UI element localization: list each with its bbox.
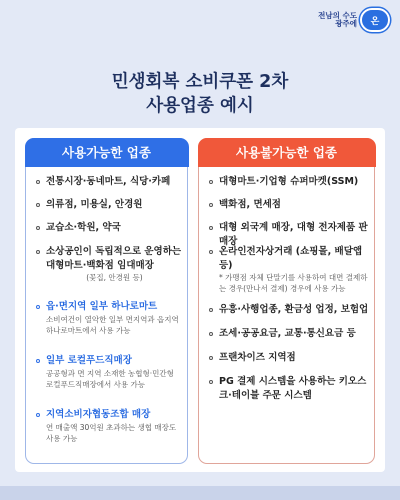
allowed-header: 사용가능한 업종 (25, 138, 189, 167)
forbidden-item: PG 결제 시스템을 사용하는 키오스크·테이블 주문 시스템 (209, 375, 370, 402)
forbidden-column (198, 138, 375, 464)
logo-badge: 온 (360, 8, 390, 32)
allowed-item: 전통시장·동네마트, 식당·카페 (36, 175, 183, 189)
allowed-item: 교습소·학원, 약국 (36, 221, 183, 235)
page-title (0, 70, 400, 118)
title-line-2: 사용업종 예시 (146, 96, 254, 116)
forbidden-header: 사용불가능한 업종 (198, 138, 376, 167)
brand-logo (318, 8, 390, 32)
allowed-item: 소상공인이 독립적으로 운영하는 대형마트·백화점 임대매장 (꽃집, 안경원 등) (36, 245, 183, 283)
content-card (15, 128, 385, 472)
forbidden-item: 대형 외국계 매장, 대형 전자제품 판매장 (209, 221, 370, 248)
allowed-column (25, 138, 188, 464)
footer-band (0, 486, 400, 500)
title-line-1: 민생회복 소비쿠폰 2차 (111, 72, 289, 92)
forbidden-item: 조세·공공요금, 교통·통신요금 등 (209, 327, 370, 341)
forbidden-item: 유흥·사행업종, 환금성 업정, 보험업 (209, 303, 370, 317)
logo-line-2: 광주에 (335, 19, 357, 28)
allowed-item: 일부 로컬푸드직매장 공공형과 면 지역 소재한 농협형·민간형 로컬푸드직매장에서 사용 가능 (36, 354, 183, 390)
allowed-item: 의류점, 미용실, 안경원 (36, 198, 183, 212)
logo-text (318, 12, 357, 29)
allowed-item: 지역소비자협동조합 매장 연 매출액 30억원 초과하는 생협 매장도 사용 가능 (36, 408, 183, 444)
forbidden-item: 프랜차이즈 지역점 (209, 351, 370, 365)
forbidden-item: 대형마트·기업형 슈퍼마켓(SSM) (209, 175, 370, 189)
forbidden-item: 온라인전자상거래 (쇼핑몰, 배달앱 등) * 가맹점 자체 단말기를 사용하여 대면 결제하는 경우(만나서 결제) 경우에 사용 가능 (209, 245, 370, 294)
forbidden-item: 백화점, 면세점 (209, 198, 370, 212)
logo-line-1: 전남의 수도 (318, 10, 357, 20)
allowed-item: 읍·면지역 일부 하나로마트 소비여건이 열악한 일부 면지역과 읍지역 하나로마트에서 사용 가능 (36, 300, 183, 336)
